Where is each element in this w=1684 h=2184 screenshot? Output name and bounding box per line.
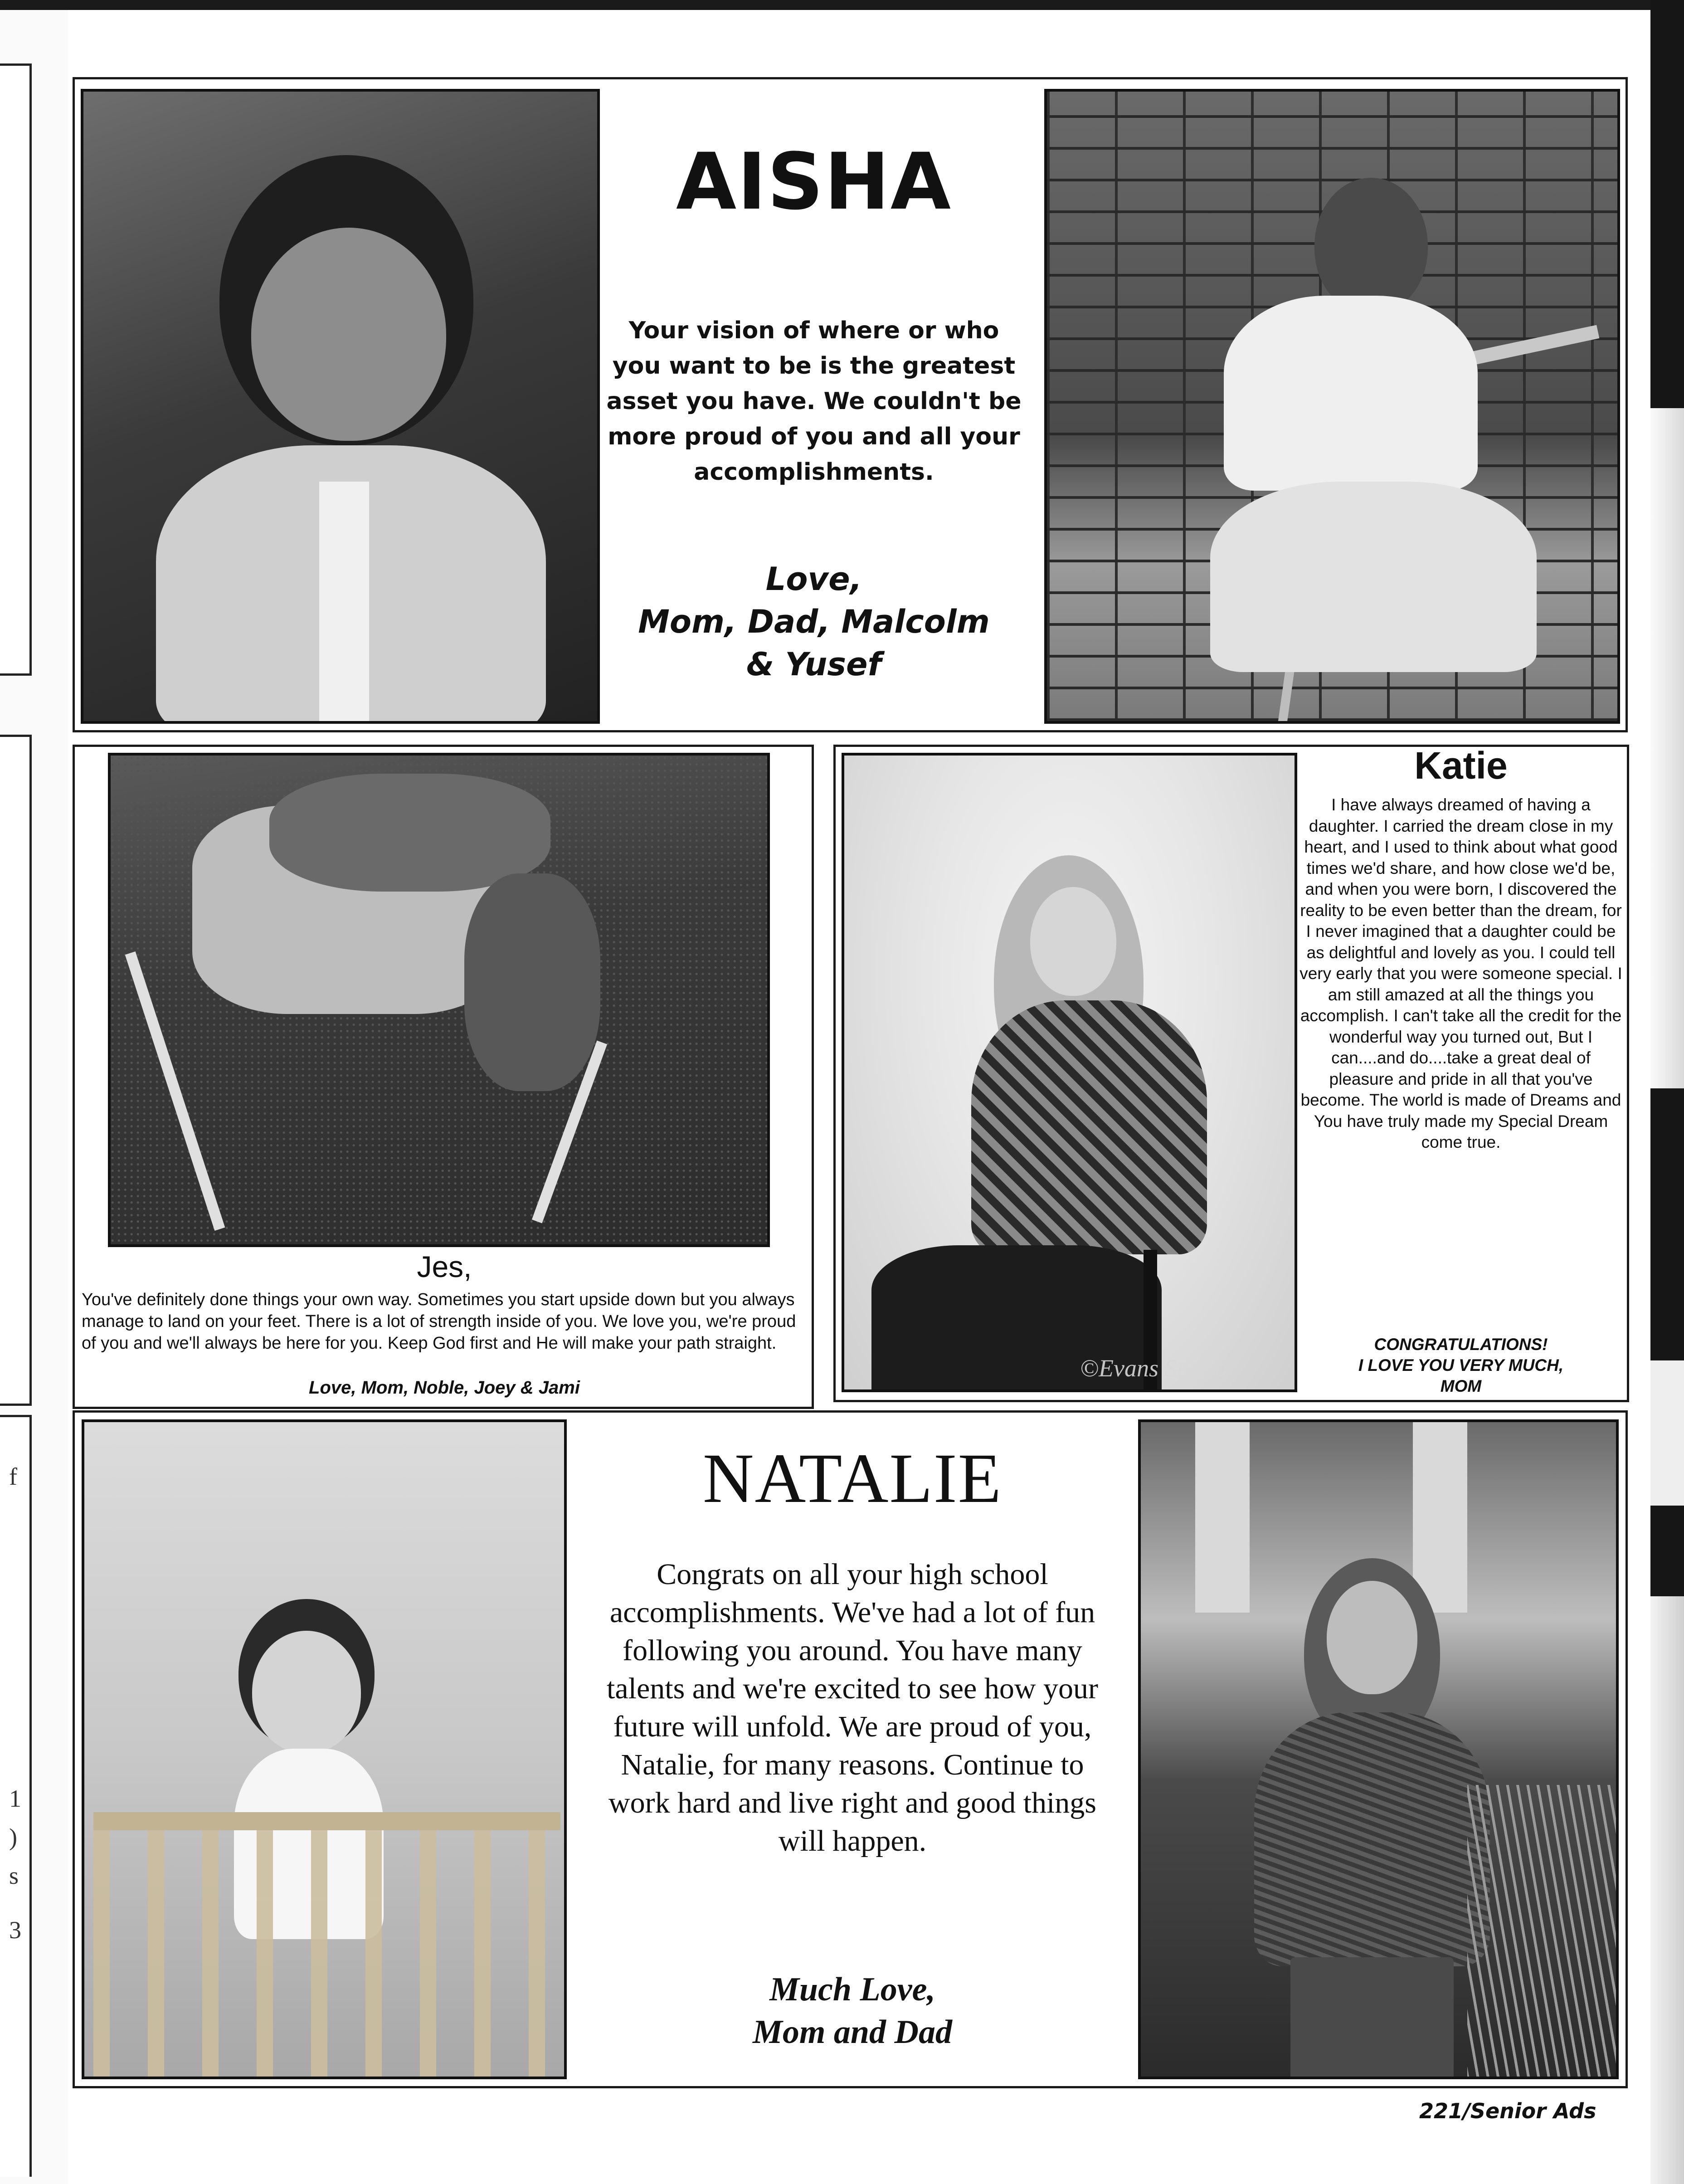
jes-name: Jes,: [417, 1250, 472, 1283]
aisha-message: Your vision of where or who you want to be is the greatest asset you have. We couldn't be more proud of you and all your accomplishments.: [606, 317, 1022, 486]
building-column: [1413, 1422, 1467, 1613]
grass-shape: [1467, 1785, 1619, 2079]
katie-closing-line: MOM: [1440, 1377, 1482, 1395]
plaid-vest: [971, 1000, 1207, 1254]
margin-char: 1: [9, 1785, 21, 1812]
face-shape: [1030, 887, 1116, 996]
face-shape: [252, 1631, 361, 1753]
jes-baby-photo: [108, 753, 770, 1247]
natalie-signature: [576, 1968, 1129, 2053]
building-column: [1195, 1422, 1250, 1613]
crib-top-rail: [93, 1812, 560, 1830]
aisha-sign-line: Love,: [765, 561, 862, 598]
aisha-sign-line: Mom, Dad, Malcolm: [638, 603, 990, 640]
aisha-title: AISHA: [676, 136, 952, 227]
margin-char: f: [9, 1463, 17, 1490]
page-folio: 221/Senior Ads: [1419, 2099, 1596, 2123]
margin-char: ): [9, 1823, 17, 1851]
natalie-title: NATALIE: [702, 1439, 1002, 1517]
facing-page-fragment: [0, 735, 32, 1406]
skirt-shape: [1290, 1957, 1454, 2079]
margin-char: 3: [9, 1916, 21, 1944]
jes-message: You've definitely done things your own way. Sometimes you start upside down but you always manage to land on your feet. There is a lot of strength inside of you. We love you, we're proud of you and we'll always be here for you. Keep God first and He will make your path straight.: [82, 1290, 796, 1353]
aisha-baby-photo: [81, 89, 600, 724]
katie-message: I have always dreamed of having a daughter. I carried the dream close in my heart, and I used to think about what good times we'd share, and how close we'd be, and when you were born, I discovered the reality to be even better than the dream, for I never imagined that a daughter could be as delightful and lovely as you. I could tell very early that you were someone special. I am still amazed at all the things you accomplish. I can't take all the credit for the wonderful way you turned out, But I can....and do....take a great deal of pleasure and pride in all that you've become. The world is made of Dreams and You have truly made my Special Dream come true.: [1300, 795, 1622, 1151]
face-shape: [1327, 1581, 1417, 1694]
katie-closing: [1298, 1334, 1624, 1397]
top-shape: [1224, 296, 1478, 491]
head-shape: [1314, 178, 1428, 314]
legs-shape: [269, 774, 550, 892]
katie-closing-line: CONGRATULATIONS!: [1374, 1335, 1548, 1354]
pants-shape: [1210, 482, 1537, 672]
katie-name: Katie: [1414, 744, 1508, 787]
aisha-senior-photo: [1044, 89, 1620, 724]
natalie-senior-photo: [1138, 1419, 1619, 2079]
margin-char: s: [9, 1862, 19, 1889]
crib-rails: [93, 1812, 560, 2079]
dress-trim: [319, 482, 369, 724]
jes-signature: Love, Mom, Noble, Joey & Jami: [309, 1378, 580, 1398]
face-shape: [251, 228, 446, 441]
natalie-sign-line: Mom and Dad: [753, 2013, 952, 2051]
frame-bar: [125, 951, 225, 1231]
torso-shape: [464, 873, 600, 1091]
scan-top-edge: [0, 0, 1684, 10]
jacket-shape: [1254, 1712, 1490, 1966]
facing-page-fragment: [0, 63, 32, 676]
natalie-sign-line: Much Love,: [769, 1971, 935, 2008]
katie-closing-line: I LOVE YOU VERY MUCH,: [1358, 1356, 1564, 1375]
aisha-signature: [605, 558, 1022, 686]
natalie-message: Congrats on all your high school accomplishments. We've had a lot of fun following you around. You have many talents and we're excited to see how your future will unfold. We are proud of you, Natalie, for many reasons. Continue to work hard and live right and good things will happen.: [606, 1558, 1098, 1857]
photo-credit: ©Evans Studio: [1080, 1355, 1227, 1382]
scan-right-edge: [1650, 0, 1684, 2184]
katie-senior-photo: [842, 753, 1297, 1392]
aisha-sign-line: & Yusef: [746, 646, 881, 683]
natalie-baby-photo: [82, 1419, 567, 2079]
